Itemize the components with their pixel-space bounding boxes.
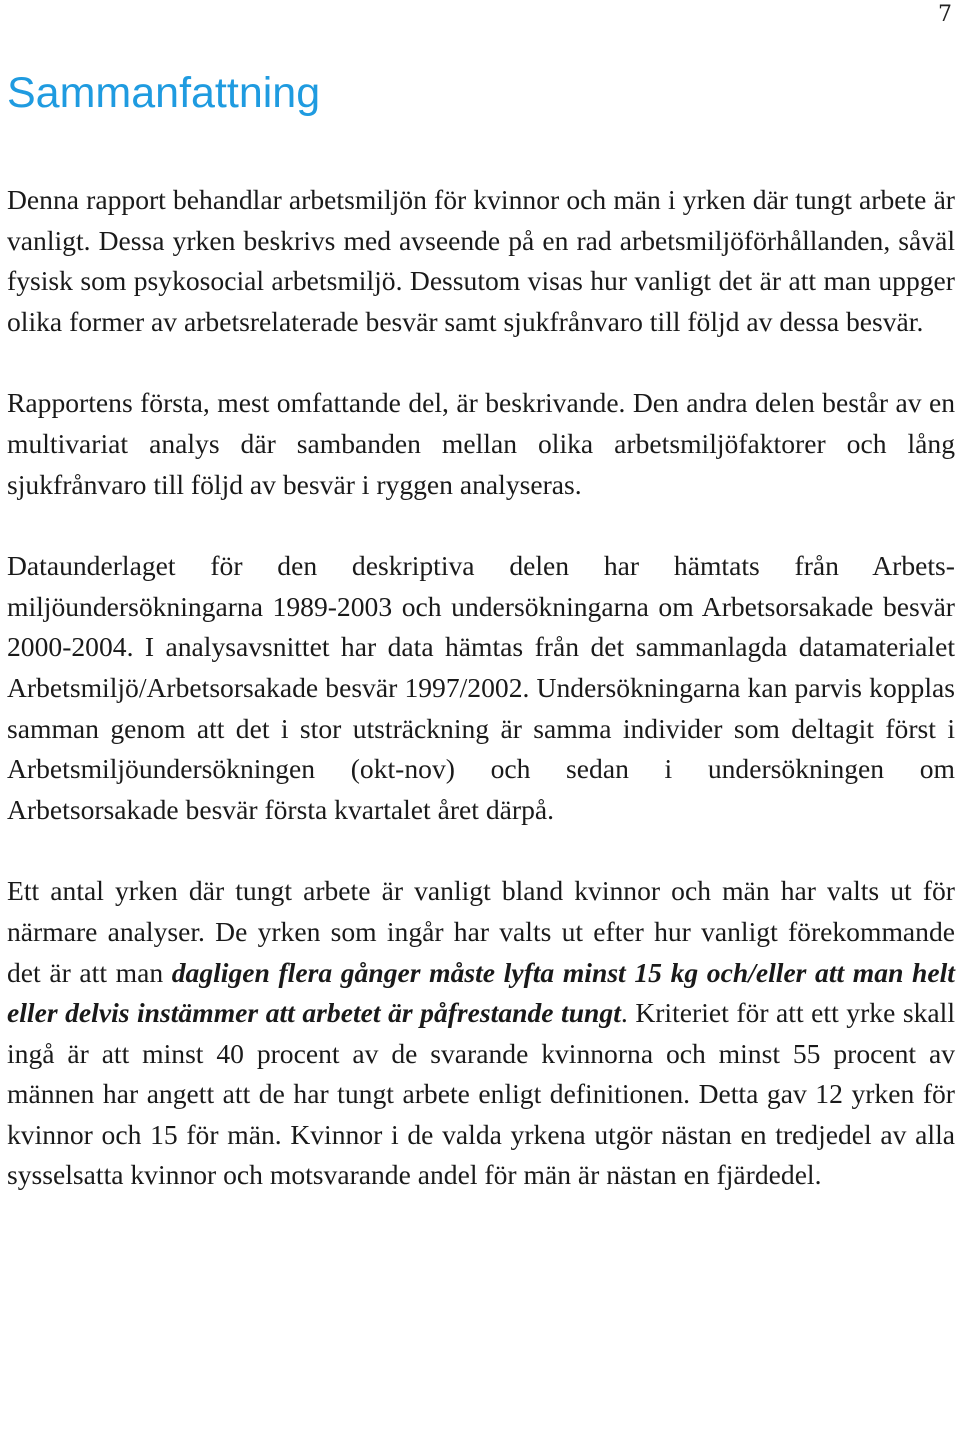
paragraph-data-sources: Dataunderlaget för den deskriptiva delen har hämtats från Arbetsmiljöundersökningarna 1989-2003 och undersökningarna om Arbetsorsakade besvär 2000-2004. I analysavsnittet har data hämtas från det sammanlagda datamaterialet Arbetsmiljö/Arbetsorsakade besvär 1997/2002. Undersökningarna kan parvis kopplas samman genom att det i stor utsträckning är samma individer som deltagit först i Arbetsmiljöundersökningen (okt-nov) och sedan i undersökningen om Arbetsorsakade besvär första kvartalet året därpå. [7, 550, 955, 825]
document-body [7, 180, 955, 1237]
paragraph-selection-text-after: . Kriteriet för att ett yrke skall ingå är att minst 40 procent av de svarande kvinnorna och minst 55 procent av männen har angett att de har tungt arbete enligt definitionen. Detta gav 12 yrken för kvinnor och 15 för män. Kvinnor i de valda yrkena utgör nästan en tredjedel av alla sysselsatta kvinnor och motsvarande andel för män är nästan en fjärdedel. [7, 997, 955, 1191]
page-number: 7 [938, 2, 952, 27]
paragraph-intro: Denna rapport behandlar arbetsmiljön för kvinnor och män i yrken där tungt arbete är vanligt. Dessa yrken beskrivs med avseende på en rad arbetsmiljöförhållanden, såväl fysisk som psykosocial arbetsmiljö. Dessutom visas hur vanligt det är att man uppger olika former av arbetsrelaterade besvär samt sjukfrånvaro till följd av dessa besvär. [7, 184, 955, 337]
paragraph-selection [7, 871, 955, 1196]
page-title: Sammanfattning [7, 69, 321, 117]
paragraph-selection-text-before: Ett antal yrken där tungt arbete är vanligt bland kvinnor och män har valts ut för närmare analyser. De yrken som ingår har valts ut efter hur vanligt förekommande det är att man [7, 875, 955, 988]
paragraph-structure: Rapportens första, mest omfattande del, är beskrivande. Den andra delen består av en multivariat analys där sambanden mellan olika arbetsmiljöfaktorer och lång sjukfrånvaro till följd av besvär i ryggen analyseras. [7, 387, 955, 500]
paragraph-selection-emphasis: dagligen flera gånger måste lyfta minst 15 kg och/eller att man helt eller delvis instämmer att arbetet är påfrestande tungt [7, 956, 955, 1029]
